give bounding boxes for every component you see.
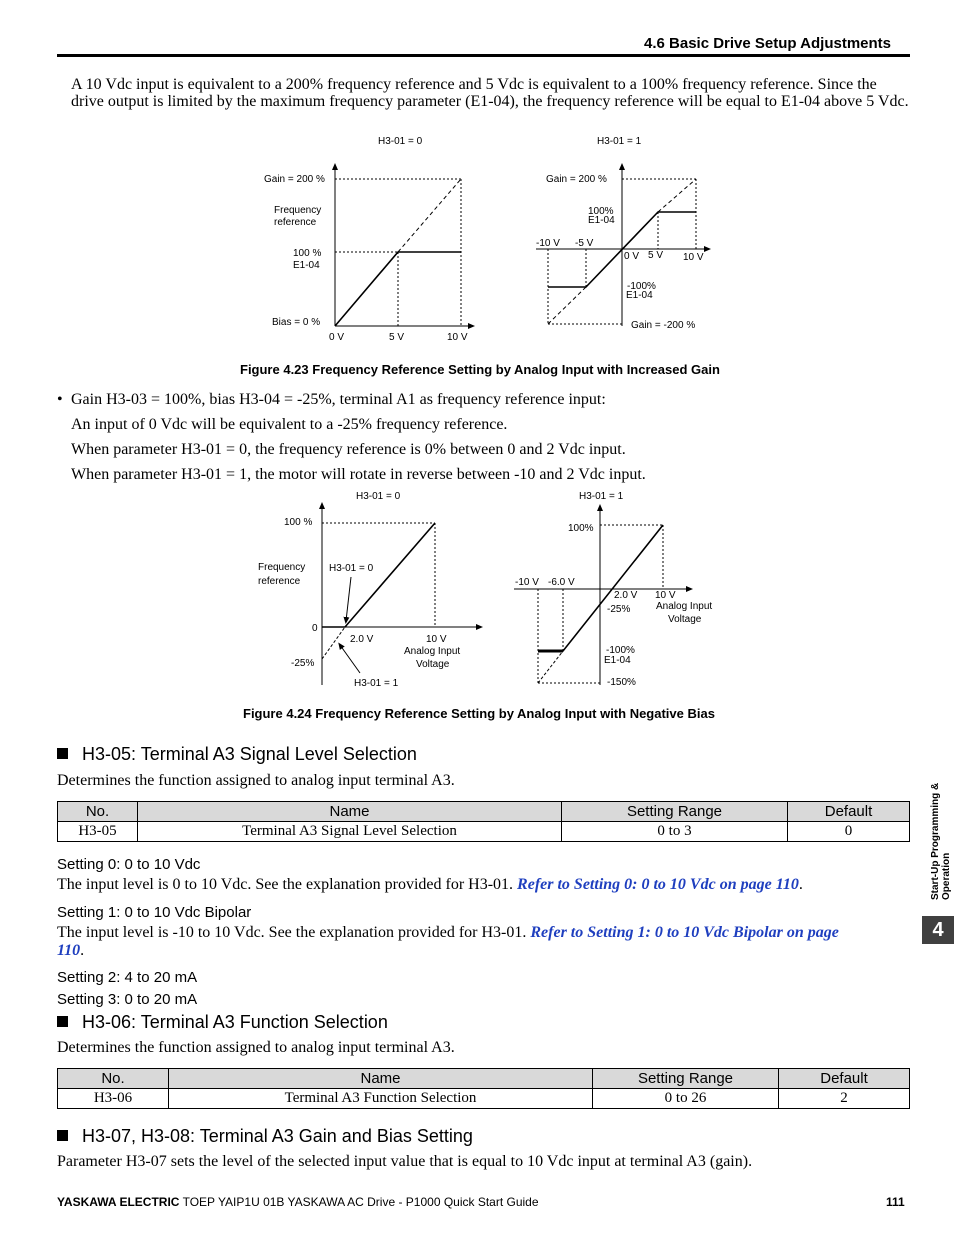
- fig24-left-p100: 100 %: [284, 517, 313, 528]
- setting3-heading: Setting 3: 0 to 20 mA: [57, 991, 198, 1008]
- fig24-left-freq1: Frequency: [258, 562, 306, 573]
- fig24-left-zero: 0: [312, 623, 318, 634]
- fig23-left-x0: 0 V: [329, 332, 345, 343]
- fig23-left-pct1: 100 %: [293, 248, 322, 259]
- h307-desc: Parameter H3-07 sets the level of the selected input value that is equal to 10 Vdc input at terminal A3 (gain).: [57, 1153, 753, 1170]
- fig24-left-title: H3-01 = 0: [356, 491, 401, 502]
- fig23-right-npct1: -100%: [627, 281, 656, 292]
- fig24-right-xm10: -10 V: [515, 577, 539, 588]
- fig23-right-x0: 0 V: [624, 251, 640, 262]
- fig24-left-h1-pointer: [340, 645, 360, 673]
- col-default: Default: [788, 802, 910, 822]
- bullet-line1: Gain H3-03 = 100%, bias H3-04 = -25%, terminal A1 as frequency reference input:: [71, 391, 606, 408]
- figure-4-24: [250, 485, 720, 695]
- fig24-right-m150: -150%: [607, 677, 636, 688]
- table-header-row: [58, 1069, 910, 1089]
- header-rule: [57, 54, 910, 57]
- fig23-right-x5: 5 V: [648, 250, 664, 261]
- bullet-mark: •: [57, 391, 63, 408]
- setting1-link-page[interactable]: 110: [57, 942, 81, 959]
- fig24-caption: Figure 4.24 Frequency Reference Setting by Analog Input with Negative Bias: [243, 706, 715, 721]
- fig24-right-ai1: Analog Input: [656, 601, 713, 612]
- setting2-heading: Setting 2: 4 to 20 mA: [57, 969, 198, 986]
- fig23-caption: Figure 4.23 Frequency Reference Setting by Analog Input with Increased Gain: [240, 362, 720, 377]
- fig24-right-p100: 100%: [568, 523, 594, 534]
- fig23-left-bias: Bias = 0 %: [272, 317, 321, 328]
- fig24-left-freq2: reference: [258, 576, 301, 587]
- setting0-heading: Setting 0: 0 to 10 Vdc: [57, 856, 201, 873]
- fig23-left-gain-dashed: [398, 179, 461, 252]
- fig23-right-x10: 10 V: [683, 252, 704, 263]
- chapter-tab[interactable]: 4: [922, 916, 954, 944]
- fig23-right-pct1: 100%: [588, 206, 614, 217]
- col-default: Default: [779, 1069, 910, 1089]
- fig23-right-ngain: Gain = -200 %: [631, 320, 696, 331]
- col-name: Name: [138, 802, 562, 822]
- page-number: 111: [886, 1195, 905, 1209]
- fig24-left-h1: H3-01 = 1: [354, 678, 399, 689]
- fig24-right-ai2: Voltage: [668, 614, 702, 625]
- col-no: No.: [58, 802, 138, 822]
- fig24-right-xm6: -6.0 V: [548, 577, 575, 588]
- col-name: Name: [169, 1069, 593, 1089]
- bullet-square-icon: [57, 1130, 68, 1141]
- fig23-right-npct2: E1-04: [626, 290, 653, 301]
- fig23-left-gain: Gain = 200 %: [264, 174, 325, 185]
- h306-table: [57, 1068, 910, 1109]
- fig23-left-x5: 5 V: [389, 332, 405, 343]
- h305-heading: H3-05: Terminal A3 Signal Level Selection: [57, 744, 417, 765]
- fig23-left-freq1: Frequency: [274, 205, 322, 216]
- fig23-left-pct2: E1-04: [293, 260, 320, 271]
- fig24-right-m100: -100%: [606, 645, 635, 656]
- fig24-right-m25: -25%: [607, 604, 631, 615]
- fig24-left-bias-dashed: [322, 627, 345, 659]
- footer-doc: YASKAWA ELECTRIC TOEP YAIP1U 01B YASKAWA AC Drive - P1000 Quick Start Guide: [57, 1195, 539, 1209]
- setting1-link[interactable]: Refer to Setting 1: 0 to 10 Vdc Bipolar on page: [530, 924, 839, 941]
- figure-4-23: [250, 130, 720, 345]
- h305-desc: Determines the function assigned to analog input terminal A3.: [57, 772, 455, 789]
- setting1-text: The input level is -10 to 10 Vdc. See the explanation provided for H3-01. Refer to Setting 1: 0 to 10 Vdc Bipolar on page 110.: [57, 924, 839, 959]
- col-range: Setting Range: [593, 1069, 779, 1089]
- fig24-right-x10: 10 V: [655, 590, 676, 601]
- h305-table: [57, 801, 910, 842]
- fig23-right-pct2: E1-04: [588, 215, 615, 226]
- intro-paragraph: A 10 Vdc input is equivalent to a 200% frequency reference and 5 Vdc is equivalent to a 100% frequency reference. Since the drive output is limited by the maximum frequency parameter (E1-04), the frequency reference will be equal to E1-04 above 5 Vdc.: [71, 76, 909, 110]
- fig24-right-title: H3-01 = 1: [579, 491, 624, 502]
- table-row: H3-05 Terminal A3 Signal Level Selection 0 to 3 0: [58, 822, 910, 842]
- bullet-line4: When parameter H3-01 = 1, the motor will rotate in reverse between -10 and 2 Vdc input.: [71, 466, 646, 483]
- fig23-left-x10: 10 V: [447, 332, 468, 343]
- col-no: No.: [58, 1069, 169, 1089]
- h306-desc: Determines the function assigned to analog input terminal A3.: [57, 1039, 455, 1056]
- table-row: H3-06 Terminal A3 Function Selection 0 to 26 2: [58, 1089, 910, 1109]
- col-range: Setting Range: [562, 802, 788, 822]
- fig24-left-h0-pointer: [346, 577, 351, 621]
- setting0-link[interactable]: Refer to Setting 0: 0 to 10 Vdc on page 110: [517, 876, 799, 893]
- section-header: 4.6 Basic Drive Setup Adjustments: [644, 35, 892, 52]
- bullet-line3: When parameter H3-01 = 0, the frequency reference is 0% between 0 and 2 Vdc input.: [71, 441, 626, 458]
- setting0-text: The input level is 0 to 10 Vdc. See the explanation provided for H3-01. Refer to Setting 0: 0 to 10 Vdc on page 110.: [57, 876, 803, 893]
- fig23-right-title: H3-01 = 1: [597, 136, 642, 147]
- h307-heading: H3-07, H3-08: Terminal A3 Gain and Bias Setting: [57, 1126, 473, 1147]
- bullet-line2: An input of 0 Vdc will be equivalent to a -25% frequency reference.: [71, 416, 508, 433]
- fig24-left-ai2: Voltage: [416, 659, 450, 670]
- fig24-left-x10: 10 V: [426, 634, 447, 645]
- fig24-left-curve: [322, 523, 435, 627]
- side-chapter-label: Start-Up Programming & Operation: [930, 782, 952, 900]
- fig23-left-title: H3-01 = 0: [378, 136, 423, 147]
- h306-heading: H3-06: Terminal A3 Function Selection: [57, 1012, 388, 1033]
- bullet-square-icon: [57, 1016, 68, 1027]
- fig24-left-h0: H3-01 = 0: [329, 563, 374, 574]
- fig23-right-gain: Gain = 200 %: [546, 174, 607, 185]
- fig24-left-m25: -25%: [291, 658, 315, 669]
- fig23-right-xm10: -10 V: [536, 238, 560, 249]
- bullet-square-icon: [57, 748, 68, 759]
- fig23-right-xm5: -5 V: [575, 238, 594, 249]
- table-header-row: [58, 802, 910, 822]
- fig24-right-x2: 2.0 V: [614, 590, 638, 601]
- setting1-heading: Setting 1: 0 to 10 Vdc Bipolar: [57, 904, 252, 921]
- fig24-left-ai1: Analog Input: [404, 646, 461, 657]
- fig24-right-e104: E1-04: [604, 655, 631, 666]
- fig24-left-x2: 2.0 V: [350, 634, 374, 645]
- fig23-left-freq2: reference: [274, 217, 317, 228]
